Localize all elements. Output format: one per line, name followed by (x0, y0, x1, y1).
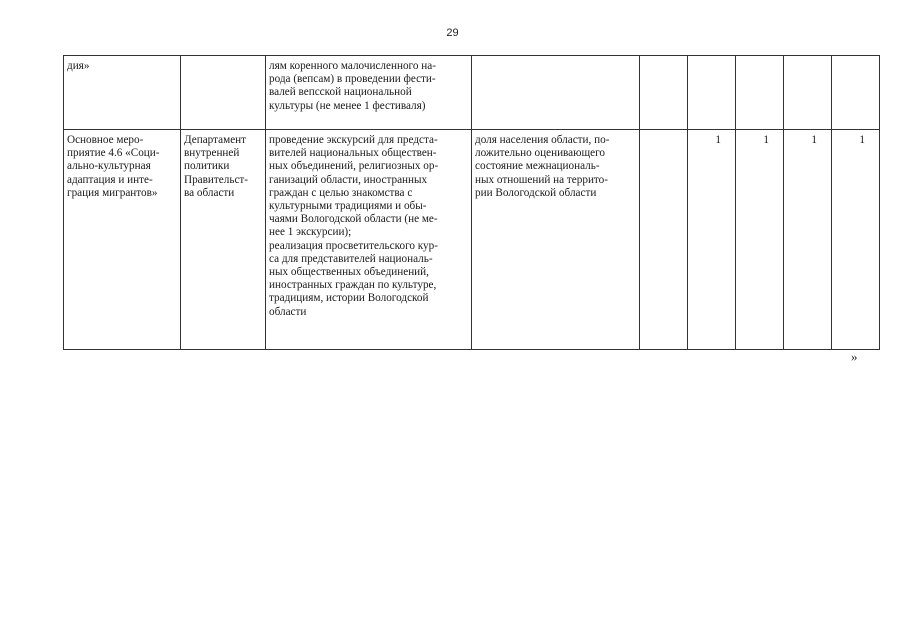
table-row (64, 56, 880, 130)
page-number: 29 (446, 27, 459, 39)
program-table (63, 55, 880, 350)
indicator-cell: доля населения области, по- ложительно оценивающего состояние межнациональ- ных отношений на террито- рии Вологодской области (472, 130, 640, 350)
value-cell (832, 56, 880, 130)
value-cell: 1 (688, 130, 736, 350)
closing-quote-mark: » (851, 349, 858, 364)
responsible-executor-cell (181, 56, 266, 130)
value-cell: 1 (832, 130, 880, 350)
value-cell: 1 (784, 130, 832, 350)
activity-name-cell: дия» (64, 56, 181, 130)
value-cell: 1 (736, 130, 784, 350)
responsible-executor-cell: Департамент внутренней политики Правительст- ва области (181, 130, 266, 350)
table-row (64, 130, 880, 350)
measures-cell: лям коренного малочисленного на- рода (вепсам) в проведении фести- валей вепсской национальной культуры (не менее 1 фестиваля) (266, 56, 472, 130)
value-cell (640, 130, 688, 350)
value-cell (688, 56, 736, 130)
indicator-cell (472, 56, 640, 130)
value-cell (736, 56, 784, 130)
activity-name-cell: Основное меро- приятие 4.6 «Соци- ально-культурная адаптация и инте- грация мигрантов» (64, 130, 181, 350)
measures-cell: проведение экскурсий для предста- вителей национальных обществен- ных объединений, религиозных ор- ганизаций области, иностранных граждан с целью знакомства с культурными традициями и обы- чаями Вологодской области (не ме- нее 1 экскурсии); реализация просветительского кур- са для представителей националь- ных общественных объединений, иностранных граждан по культуре, традициям, истории Вологодской области (266, 130, 472, 350)
value-cell (640, 56, 688, 130)
value-cell (784, 56, 832, 130)
